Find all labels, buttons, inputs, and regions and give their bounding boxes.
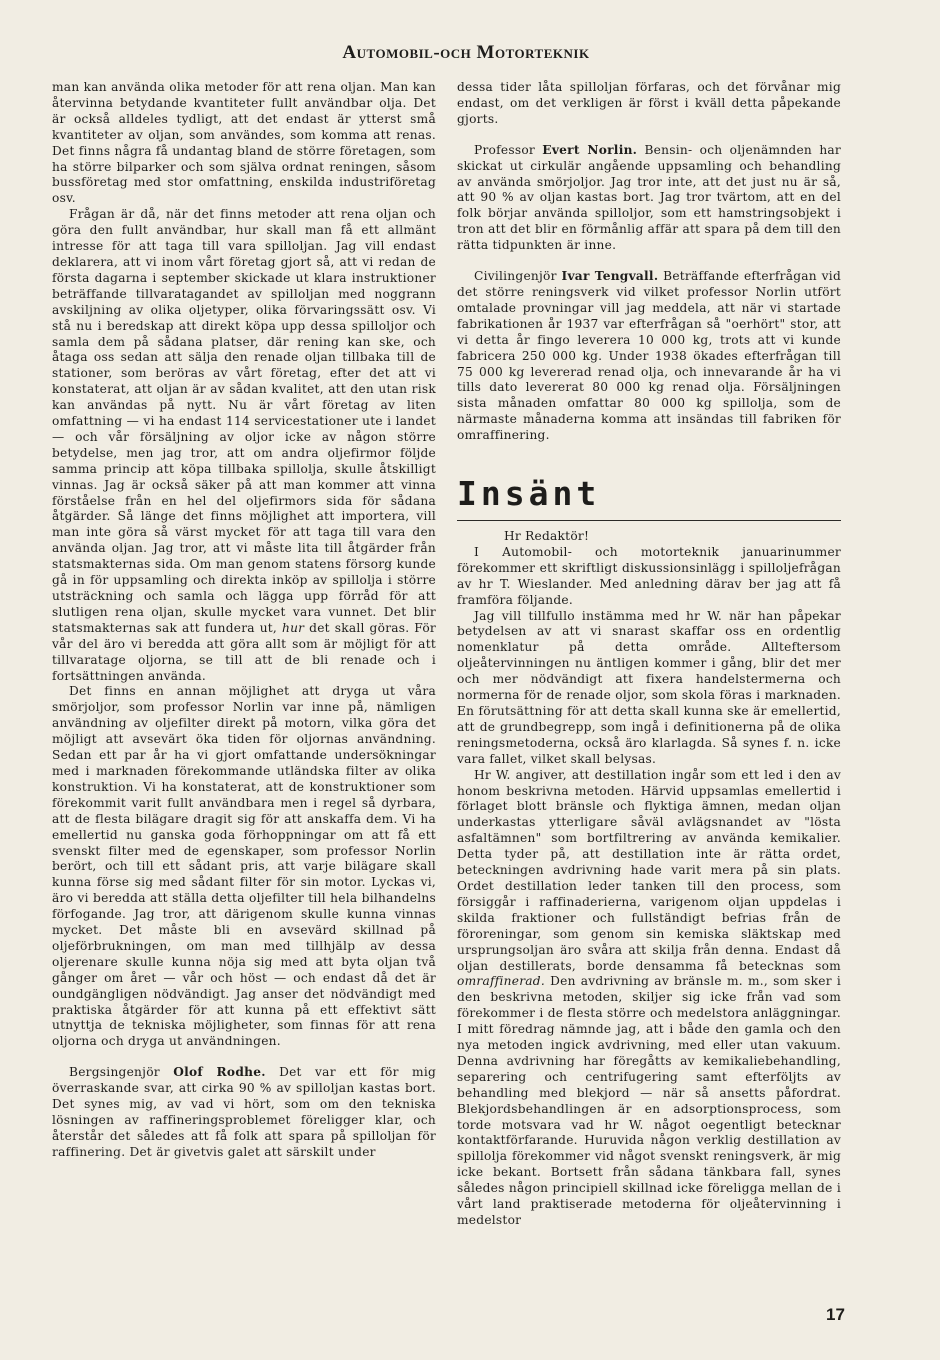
left-column — [52, 80, 436, 1161]
speaker-text: Bensin- och oljenämnden har skickat ut cirkulär angående uppsamling och behandling av använda smörjoljor. Jag tror inte, att det just nu är så, att 90 % av oljan kastas bort. Jag tror tvärtom, att en del folk börjar använda spilloljor, som ett hamstringsobjekt i tron att det blir en förmånlig affär att spara på dem till den rätta tidpunkten är inne. — [457, 142, 842, 253]
section-heading: Insänt — [457, 474, 601, 514]
paragraph-text: det skall göras. För vår del äro vi beredda att göra allt som är möjligt för att tillvaratage oljorna, se till att de bli renade och i fortsättningen använda. — [52, 620, 437, 683]
right-column — [457, 80, 841, 1229]
paragraph: man kan använda olika metoder för att rena oljan. Man kan återvinna betydande kvantiteter fullt användbar olja. Det är också alldeles tydligt, att det endast är ytterst små kvantiteter av oljan, som användes, som komma att renas. Det finns några få undantag bland de större företagen, som ha större bilparker och som själva ordnat reningen, såsom bussföretag med stor omfattning, enskilda industriföretag osv. — [52, 80, 436, 206]
speaker-title: Bergsingenjör — [69, 1065, 160, 1080]
speaker-title: Civilingenjör — [474, 269, 557, 284]
page-title: Automobil-och Motorteknik — [342, 42, 590, 63]
speaker-text: Det var ett för mig överraskande svar, att cirka 90 % av spilloljan kastas bort. Det synes mig, av vad vi hört, som om den tekniska lösningen av raffineringsproblemet föreligger klar, och återstår det således att få folk att spara på spilloljan för raffinering. Det är givetvis galet att särskilt under — [52, 1065, 437, 1159]
speaker-name: Evert Norlin. — [542, 142, 638, 157]
paragraph: I Automobil- och motorteknik januarinummer förekommer ett skriftligt diskussionsinlägg i spilloljefrågan av hr T. Wieslander. Med anledning därav ber jag att få framföra följande. — [457, 544, 841, 607]
paragraph: dessa tider låta spilloljan förfaras, och det förvånar mig endast, om det verkligen är först i kväll detta påpekande gjorts. — [457, 80, 841, 126]
paragraph-text: Frågan är då, när det finns metoder att rena oljan och göra den fullt användbar, hur skall man få ett allmänt intresse för att taga till vara spilloljan. Jag vill endast deklarera, att vi inom vårt företag gjort så, att vi redan de första dagarna i september skickade ut klara instruktioner beträffande tillvaratagandet av spilloljan med noggrann avskiljning av olika oljetyper, olika förvaringssätt osv. Vi stå nu i beredskap att direkt köpa upp dessa spilloljor och samla dem på sådana platser, där rening kan ske, och åtaga oss sedan att sälja den renade oljan tillbaka till de stationer, som beröras av vårt företag, efter det att vi konstaterat, att oljan är av sådan kvalitet, att den utan risk kan användas på nytt. Nu är vårt företag av liten omfattning — vi ha endast 114 servicestationer ute i landet — och vår försäljning av oljor icke av någon större betydelse, men jag tror, att om andra oljefirmor följde samma princip att köpa tillbaka spillolja, skulle åtskilligt vinnas. Jag är också säker på att man kommer att vinna förståelse från en hel del oljefirmors sida för sådana åtgärder. Så länge det finns möjlighet att importera, vill man inte göra så värst mycket för att taga till vara den använda oljan. Jag tror, att vi måste lita till åtgärder från statsmakternas sida. Om man genom statens försorg kunde gå in för uppsamling och direkta inköp av spillolja i större utsträckning och samla och lägga upp förråd för att slutligen rena oljan, skulle mycket vara vunnet. Det blir statsmakternas sak att fundera ut, — [52, 207, 436, 635]
speaker-name: Olof Rodhe. — [173, 1065, 266, 1080]
speaker-name: Ivar Tengvall. — [561, 269, 659, 284]
paragraph: Det finns en annan möjlighet att dryga ut våra smörjoljor, som professor Norlin var inne på, nämligen användning av oljefilter direkt på motorn, vilka göra det möjligt att avsevärt öka tiden för oljornas användning. Sedan ett par år ha vi gjort omfattande undersökningar med i marknaden förekommande utländska filter av olika konstruktion. Vi ha konstaterat, att de konstruktioner som förekommit varit fullt användbara men i regel så dyrbara, att de flesta bilägare dragit sig för att anskaffa dem. Vi ha emellertid nu ganska goda förhoppningar om att få ett svenskt filter med de egenskaper, som professor Norlin berört, och till ett sådant pris, att varje bilägare skall kunna förse sig med sådant filter för sin motor. Lyckas vi, äro vi beredda att ställa detta oljefilter till hela bilhandelns förfogande. Jag tror, att därigenom skulle kunna vinnas mycket. Det måste bli en avsevärd skillnad på oljeförbrukningen, om man med tillhjälp av dessa oljerenare skulle kunna nöja sig med att byta oljan två gånger om året — vår och höst — och endast då det är oundgängligen nödvändigt. Jag anser det nödvändigt med praktiska åtgärder för att kunna på ett effektivt sätt utnyttja de tekniska möjligheter, som finnas för att rena oljorna och dryga ut användningen. — [52, 684, 436, 1049]
paragraph — [457, 768, 841, 1229]
page-number: 17 — [826, 1305, 845, 1324]
italic-word: omraffinerad. — [457, 974, 545, 989]
section-rule — [457, 520, 841, 521]
speaker-title: Professor — [474, 142, 536, 157]
paragraph-text: Den avdrivning av bränsle m. m., som sker i den beskrivna metoden, skiljer sig icke från vad som förekommer i de flesta större och medelstora anläggningar. I mitt föredrag nämnde jag, att i både den gamla och den nya metoden ingick avdrivning, med eller utan vakuum. Denna avdrivning har föregåtts av kemikaliebehandling, separering och centrifugering samt efterföljts av behandling med blekjord — när så ansetts påfordrat. Blekjordsbehandlingen är en adsorptionsprocess, som torde motsvara vad hr W. något oegentligt betecknar kontaktförfarande. Huruvida någon verklig destillation av spillolja förekommer vid något svenskt reningsverk, är mig icke bekant. Bortsett från sådana tänkbara fall, synes således någon principiell skillnad icke föreligga mellan de i vårt land praktiserade metoderna för oljeåtervinning i medelstor — [457, 974, 842, 1227]
paragraph: Jag vill tillfullo instämma med hr W. när han påpekar betydelsen av att vi snarast skaffar oss en ordentlig nomenklatur på detta område. Allteftersom oljeåtervinningen nu äntligen kommer i gång, blir det mer och mer nödvändigt att fixera handelstermerna och normerna för de renade oljor, som skola föras i marknaden. En förutsättning för att detta skall kunna ske är emellertid, att de grundbegrepp, som ingå i definitionerna på de olika reningsmetoderna, också äro klarlagda. Så synes f. n. icke vara fallet, vilket skall belysas. — [457, 608, 841, 766]
speaker-text: Beträffande efterfrågan vid det större reningsverk vid vilket professor Norlin utfört omtalade provningar vill jag meddela, att när vi startade fabrikationen år 1937 var efterfrågan så "oerhört" stor, att vi detta år fingo leverera 10 000 kg, trots att vi kunde fabricera 250 000 kg. Under 1938 ökades efterfrågan till 75 000 kg levererad renad olja, och innevarande år ha vi tills dato levererat 80 000 kg renad olja. Försäljningen sista månaden omfattar 80 000 kg spillolja, som de närmaste månaderna komma att insändas till fabriken för omraffinering. — [457, 269, 842, 443]
speaker-paragraph — [457, 269, 841, 444]
paragraph — [52, 207, 436, 684]
letter-greeting: Hr Redaktör! — [504, 529, 590, 544]
speaker-paragraph — [52, 1065, 436, 1160]
italic-word: hur — [281, 620, 305, 635]
speaker-paragraph — [457, 143, 841, 254]
paragraph-text: Hr W. angiver, att destillation ingår som ett led i den av honom beskrivna metoden. Härvid uppsamlas emellertid i förlaget blott bränsle och flyktiga ämnen, medan oljan underkastas ytterligare såväl avlägsnandet av "lösta asfaltämnen" som bortfiltrering av använda kemikalier. Detta tyder på, att destillation inte är rätta ordet, beteckningen avdrivning hade varit mera på sin plats. Ordet destillation leder tanken till den process, som försiggår i raffinaderierna, varigenom oljan uppdelas i skilda fraktioner och fullständigt befrias från de föroreningar, som genom sin kemiska släktskap med ursprungsoljan äro svåra att skilja från denna. Endast då oljan destillerats, borde densamma få betecknas som — [457, 767, 841, 973]
